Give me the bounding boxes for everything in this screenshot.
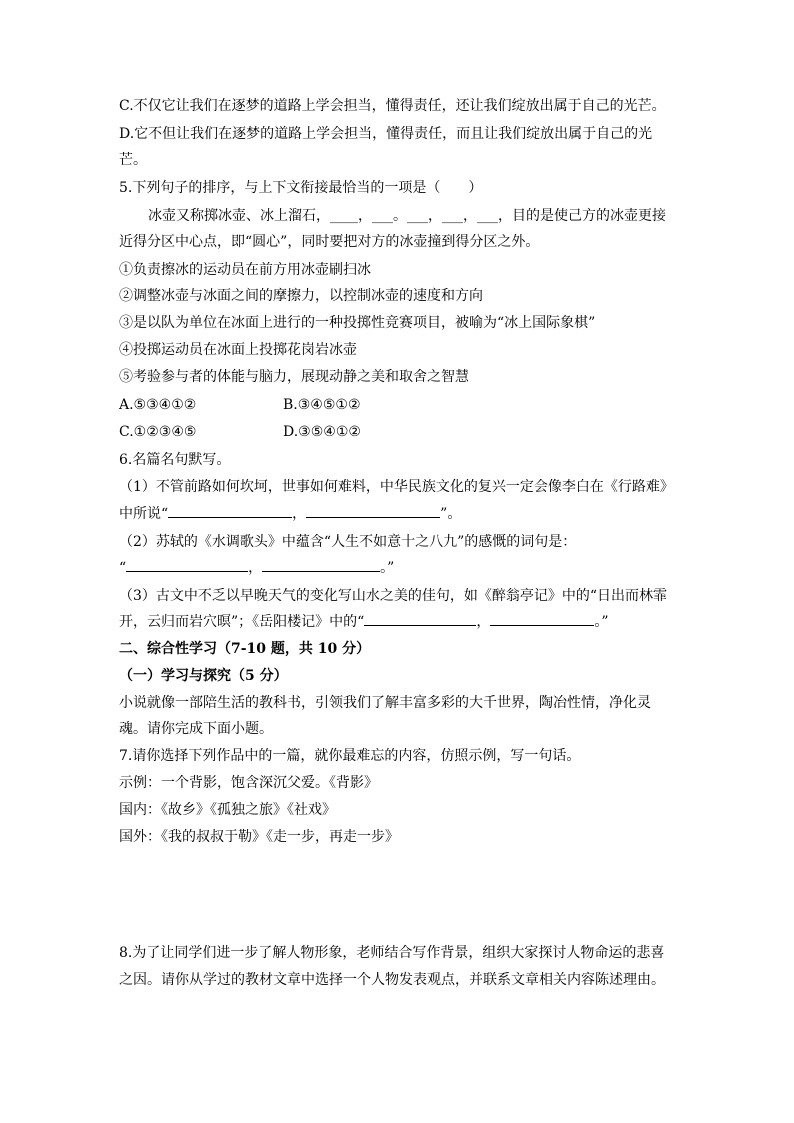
q5-option-d: D.③⑤④①②	[283, 424, 361, 440]
answer-blank[interactable]	[306, 504, 440, 518]
q5-passage-line1: 冰壶又称掷冰壶、冰上溜石，____，___。___，___，___，目的是使己方的冰壶更接	[148, 208, 666, 224]
q5-title: 5.下列句子的排序，与上下文衔接最恰当的一项是（ ）	[119, 180, 483, 196]
answer-blank[interactable]	[262, 558, 380, 572]
q7-title: 7.请你选择下列作品中的一篇，就你最难忘的内容，仿照示例，写一句话。	[119, 748, 581, 764]
q6-part1-comma: ，	[292, 506, 307, 522]
q5-options-row2	[119, 422, 519, 442]
q5-option-c: C.①②③④⑤	[119, 424, 197, 440]
q5-passage-line2: 近得分区中心点，即“圆心”，同时要把对方的冰壶撞到得分区之外。	[119, 234, 540, 250]
section-2-subtitle: （一）学习与探究（5 分）	[119, 668, 288, 684]
q4-option-d-line2: 芒。	[119, 152, 147, 168]
q6-part2-suffix: 。”	[380, 560, 395, 576]
q7-example: 示例：一个背影，饱含深沉父爱。《背影》	[119, 775, 378, 791]
q5-option-b: B.③④⑤①②	[283, 397, 361, 413]
q7-foreign-works: 国外：《我的叔叔于勒》《走一步，再走一步》	[119, 829, 399, 845]
q6-part3-line2	[119, 612, 609, 632]
q5-sentence-2: ②调整冰壶与冰面之间的摩擦力，以控制冰壶的速度和方向	[119, 288, 483, 304]
q6-part1-line2	[119, 504, 461, 524]
q6-part2-line2	[119, 558, 394, 578]
q5-sentence-4: ④投掷运动员在冰面上投掷花岗岩冰壶	[119, 342, 357, 358]
intro-line2: 魂。请你完成下面小题。	[119, 721, 273, 737]
q7-domestic-works: 国内：《故乡》《孤独之旅》《社戏》	[119, 802, 336, 818]
q6-part3-suffix: 。”	[594, 614, 609, 630]
answer-blank[interactable]	[364, 612, 476, 626]
q5-sentence-1: ①负责擦冰的运动员在前方用冰壶刷扫冰	[119, 262, 371, 278]
answer-blank[interactable]	[126, 558, 248, 572]
q6-part3-prefix: 开，云归而岩穴暝”；《岳阳楼记》中的“	[119, 614, 365, 630]
answer-blank[interactable]	[490, 612, 594, 626]
q6-part2-line1: （2）苏轼的《水调歌头》中蕴含“人生不如意十之八九”的感慨的词句是：	[119, 534, 577, 550]
q5-option-a: A.⑤③④①②	[119, 397, 197, 413]
q8-line2: 之因。请你从学过的教材文章中选择一个人物发表观点，并联系文章相关内容陈述理由。	[119, 972, 665, 988]
q6-part2-comma: ，	[248, 560, 263, 576]
q8-line1: 8.为了让同学们进一步了解人物形象，老师结合写作背景，组织大家探讨人物命运的悲喜	[119, 945, 665, 961]
answer-blank[interactable]	[168, 504, 292, 518]
q4-option-c: C.不仅它让我们在逐梦的道路上学会担当，懂得责任，还让我们绽放出属于自己的光芒。	[119, 98, 666, 114]
q6-part3-comma: ，	[476, 614, 491, 630]
q6-part1-suffix: ”。	[440, 506, 462, 522]
section-2-title: 二、综合性学习（7-10 题，共 10 分）	[119, 641, 371, 657]
q5-options-row1	[119, 395, 519, 415]
q6-part1-line1: （1）不管前路如何坎坷，世事如何难料，中华民族文化的复兴一定会像李白在《行路难》	[119, 479, 674, 495]
q6-part3-line1: （3）古文中不乏以早晚天气的变化写山水之美的佳句，如《醉翁亭记》中的“日出而林霏	[119, 588, 668, 604]
q6-part2-prefix: “	[119, 560, 127, 576]
q6-title: 6.名篇名句默写。	[119, 452, 231, 468]
q4-option-d-line1: D.它不但让我们在逐梦的道路上学会担当，懂得责任，而且让我们绽放出属于自己的光	[119, 126, 653, 142]
q5-sentence-3: ③是以队为单位在冰面上进行的一种投掷性竞赛项目，被喻为“冰上国际象棋”	[119, 315, 596, 331]
q6-part1-prefix: 中所说“	[119, 506, 169, 522]
q5-sentence-5: ⑤考验参与者的体能与脑力，展现动静之美和取舍之智慧	[119, 369, 469, 385]
intro-line1: 小说就像一部陪生活的教科书，引领我们了解丰富多彩的大千世界，陶冶性情，净化灵	[119, 695, 651, 711]
